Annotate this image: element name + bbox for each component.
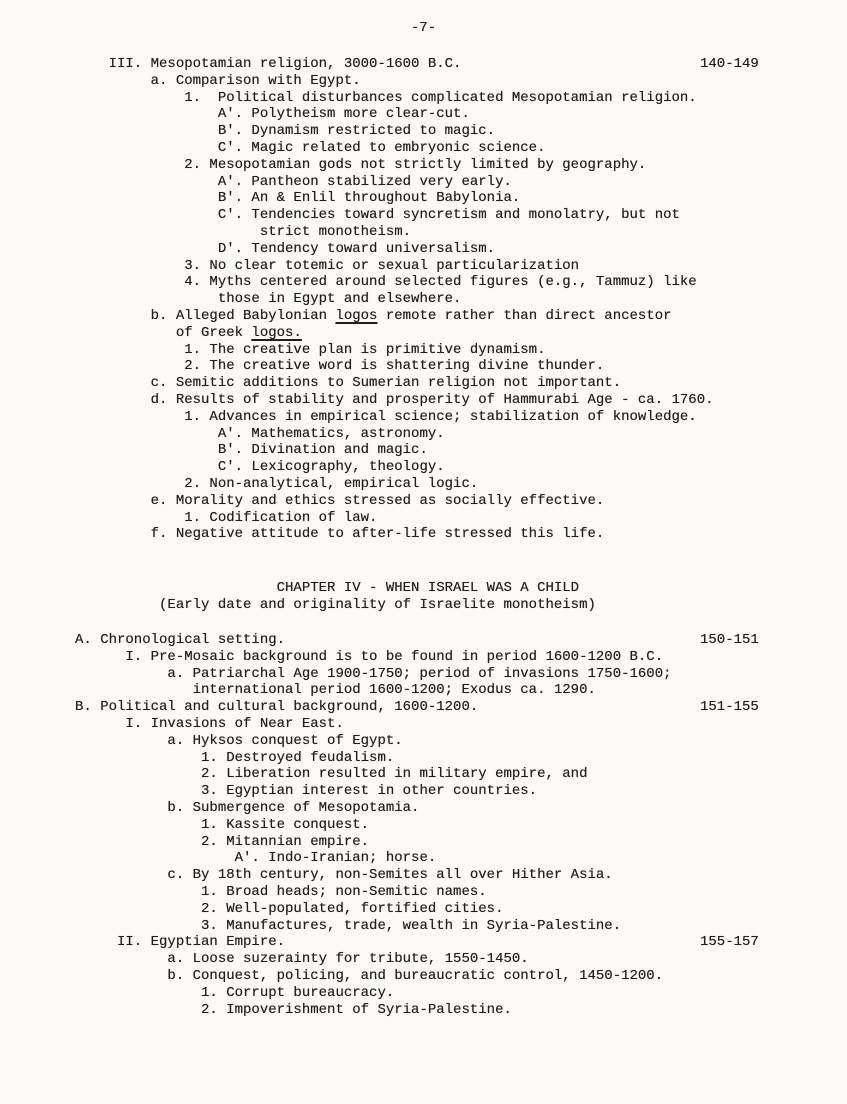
outline-line <box>75 90 847 107</box>
outline-line <box>75 666 847 683</box>
outline-section-chapter-four <box>75 632 847 1018</box>
outline-text: 2. Mitannian empire. <box>75 833 370 850</box>
outline-text: d. Results of stability and prosperity of Hammurabi Age - ca. 1760. <box>75 391 714 408</box>
page-reference: 155-157 <box>700 934 759 951</box>
outline-text: e. Morality and ethics stressed as socially effective. <box>75 492 605 509</box>
outline-text: B'. Dynamism restricted to magic. <box>75 123 496 140</box>
outline-section-mesopotamian-religion <box>75 56 847 543</box>
outline-text: a. Comparison with Egypt. <box>75 72 361 89</box>
outline-line <box>75 1002 847 1019</box>
outline-line <box>75 918 847 935</box>
page-reference: 151-155 <box>700 699 759 716</box>
outline-text: B. Political and cultural background, 1600-1200. <box>75 699 479 716</box>
outline-line <box>75 526 847 543</box>
outline-line <box>75 493 847 510</box>
outline-line <box>75 968 847 985</box>
outline-line <box>75 510 847 527</box>
outline-text: C'. Magic related to embryonic science. <box>75 139 546 156</box>
outline-text: II. Egyptian Empire. <box>75 934 286 951</box>
outline-text: c. Semitic additions to Sumerian religion not important. <box>75 375 622 392</box>
outline-text: 2. Impoverishment of Syria-Palestine. <box>75 1001 512 1018</box>
outline-text: 1. Political disturbances complicated Mesopotamian religion. <box>75 89 697 106</box>
outline-line <box>75 733 847 750</box>
outline-text: a. Patriarchal Age 1900-1750; period of invasions 1750-1600; <box>75 665 672 682</box>
outline-line <box>75 140 847 157</box>
outline-line <box>75 426 847 443</box>
outline-text: A'. Mathematics, astronomy. <box>75 425 445 442</box>
outline-line <box>75 682 847 699</box>
outline-line <box>75 342 847 359</box>
outline-text: A. Chronological setting. <box>75 632 286 648</box>
outline-text: B'. An & Enlil throughout Babylonia. <box>75 190 521 207</box>
outline-text: A'. Pantheon stabilized very early. <box>75 173 512 190</box>
outline-text: remote rather than direct ancestor <box>377 307 672 324</box>
outline-line <box>75 392 847 409</box>
outline-line <box>75 56 847 73</box>
outline-line <box>75 649 847 666</box>
outline-text: A'. Indo-Iranian; horse. <box>75 850 437 867</box>
outline-text: 3. No clear totemic or sexual particularization <box>75 257 580 274</box>
outline-line <box>75 442 847 459</box>
outline-line <box>75 190 847 207</box>
outline-text: 2. Well-populated, fortified cities. <box>75 900 504 917</box>
outline-line <box>75 358 847 375</box>
outline-text: strict monotheism. <box>75 223 412 240</box>
outline-line <box>75 699 847 716</box>
outline-line <box>75 766 847 783</box>
outline-line <box>75 834 847 851</box>
outline-text: a. Loose suzerainty for tribute, 1550-1450. <box>75 951 529 968</box>
outline-text: C'. Tendencies toward syncretism and monolatry, but not <box>75 207 680 224</box>
outline-line <box>75 241 847 258</box>
outline-line <box>75 716 847 733</box>
outline-line <box>75 476 847 493</box>
outline-line <box>75 901 847 918</box>
outline-line <box>75 207 847 224</box>
underlined-term: logos. <box>251 324 302 341</box>
outline-text: 1. Corrupt bureaucracy. <box>75 984 395 1001</box>
outline-line <box>75 409 847 426</box>
page-reference: 140-149 <box>700 56 759 72</box>
outline-line <box>75 157 847 174</box>
outline-text: 4. Myths centered around selected figures (e.g., Tammuz) like <box>75 274 697 291</box>
outline-text: I. Invasions of Near East. <box>75 715 344 732</box>
outline-line <box>75 850 847 867</box>
outline-line <box>75 750 847 767</box>
outline-line <box>75 325 847 342</box>
outline-text: 1. Broad heads; non-Semitic names. <box>75 883 487 900</box>
outline-line <box>75 274 847 291</box>
outline-text: A'. Polytheism more clear-cut. <box>75 106 470 123</box>
outline-text: a. Hyksos conquest of Egypt. <box>75 732 403 749</box>
outline-line <box>75 308 847 325</box>
outline-text: C'. Lexicography, theology. <box>75 459 445 476</box>
outline-line <box>75 106 847 123</box>
outline-text: I. Pre-Mosaic background is to be found in period 1600-1200 B.C. <box>75 648 664 665</box>
outline-text: 1. Codification of law. <box>75 509 378 526</box>
outline-line <box>75 632 847 649</box>
outline-text: 2. Mesopotamian gods not strictly limited by geography. <box>75 156 647 173</box>
chapter-title: CHAPTER IV - WHEN ISRAEL WAS A CHILD <box>75 580 580 596</box>
outline-text: 1. Destroyed feudalism. <box>75 749 395 766</box>
outline-text: b. Alleged Babylonian <box>75 307 336 324</box>
outline-line <box>75 867 847 884</box>
outline-line <box>75 174 847 191</box>
outline-line <box>75 951 847 968</box>
outline-line <box>75 291 847 308</box>
outline-line <box>75 884 847 901</box>
outline-text: III. Mesopotamian religion, 3000-1600 B.C. <box>75 56 462 72</box>
outline-text: 1. Advances in empirical science; stabilization of knowledge. <box>75 408 697 425</box>
outline-text: those in Egypt and elsewhere. <box>75 291 462 308</box>
outline-line <box>75 817 847 834</box>
outline-text: 3. Manufactures, trade, wealth in Syria-Palestine. <box>75 917 622 934</box>
outline-text: b. Conquest, policing, and bureaucratic control, 1450-1200. <box>75 967 664 984</box>
outline-line <box>75 73 847 90</box>
outline-text: of Greek <box>75 324 252 341</box>
outline-text: 3. Egyptian interest in other countries. <box>75 783 538 800</box>
underlined-term: logos <box>335 307 378 324</box>
outline-text: 1. Kassite conquest. <box>75 816 370 833</box>
outline-line <box>75 800 847 817</box>
outline-text: B'. Divination and magic. <box>75 442 428 459</box>
outline-line <box>75 258 847 275</box>
outline-text: f. Negative attitude to after-life stressed this life. <box>75 526 605 543</box>
outline-text: c. By 18th century, non-Semites all over Hither Asia. <box>75 867 613 884</box>
outline-text: 2. The creative word is shattering divine thunder. <box>75 358 605 375</box>
outline-text: D'. Tendency toward universalism. <box>75 240 496 257</box>
outline-line <box>75 459 847 476</box>
outline-text: 2. Non-analytical, empirical logic. <box>75 475 479 492</box>
outline-line <box>75 375 847 392</box>
outline-line <box>75 123 847 140</box>
outline-line <box>75 224 847 241</box>
chapter-heading <box>75 580 847 614</box>
outline-text: 1. The creative plan is primitive dynamism. <box>75 341 546 358</box>
page-reference: 150-151 <box>700 632 759 648</box>
outline-text: b. Submergence of Mesopotamia. <box>75 799 420 816</box>
outline-text: 2. Liberation resulted in military empire, and <box>75 766 588 783</box>
chapter-subtitle: (Early date and originality of Israelite monotheism) <box>75 596 596 613</box>
outline-line <box>75 783 847 800</box>
outline-text: international period 1600-1200; Exodus ca. 1290. <box>75 682 596 699</box>
outline-line <box>75 934 847 951</box>
page-number: -7- <box>410 20 437 36</box>
outline-line <box>75 985 847 1002</box>
